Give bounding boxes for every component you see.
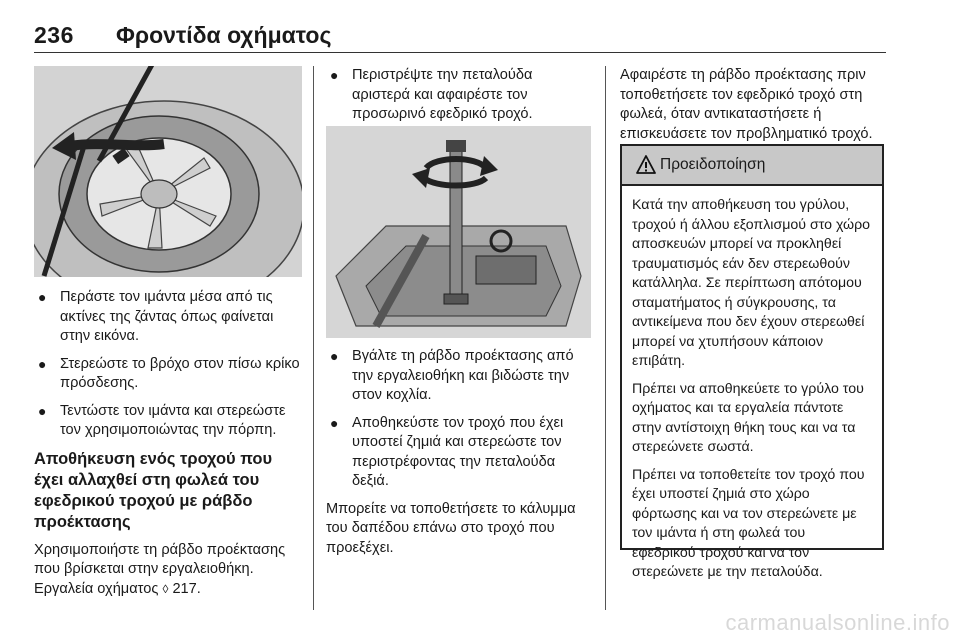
section-heading: Αποθήκευση ενός τροχού που έχει αλλαχθεί στη φωλεά του εφεδρικού τροχού με ράβδο προέκτασης xyxy=(34,449,273,531)
warning-title: Προειδοποίηση xyxy=(660,156,766,173)
list-item: ● Στερεώστε το βρόχο στον πίσω κρίκο πρόσδεσης. xyxy=(38,355,300,391)
column-divider-1 xyxy=(313,66,314,610)
page-number: 236 xyxy=(34,22,74,48)
page-header xyxy=(34,14,886,54)
extension-rod-illustration xyxy=(326,126,591,338)
list-item: ● Αποθηκεύστε τον τροχό που έχει υποστεί ζημιά και στερεώστε τον περιστρέφοντας την πεταλούδα δεξιά. xyxy=(330,414,564,489)
list-item: ● Βγάλτε τη ράβδο προέκτασης από την εργαλειοθήκη και βιδώστε την στον κοχλία. xyxy=(330,348,574,403)
rotate-steps-list xyxy=(326,66,591,125)
list-item: ● Περάστε τον ιμάντα μέσα από τις ακτίνες της ζάντας όπως φαίνεται στην εικόνα. xyxy=(38,289,274,344)
paragraph: Αφαιρέστε τη ράβδο προέκτασης πριν τοποθετήσετε τον εφεδρικό τροχό στη φωλεά, όταν αντικαταστήσετε ή επισκευάσετε τον προβληματικό τροχό. xyxy=(620,67,873,142)
warning-paragraph: Πρέπει να τοποθετείτε τον τροχό που έχει υποστεί ζημιά στο χώρο φόρτωσης και να τον στερεώνετε με τον ιμάντα ή στη φωλεά του εφεδρικού τροχού και να τον στερεώνετε με την πεταλούδα. xyxy=(632,466,865,580)
warning-header xyxy=(622,146,882,186)
warning-triangle-icon xyxy=(636,155,656,175)
list-item: ● Περιστρέψτε την πεταλούδα αριστερά και αφαιρέστε τον προσωρινό εφεδρικό τροχό. xyxy=(330,67,533,122)
paragraph: Μπορείτε να τοποθετήσετε το κάλυμμα του δαπέδου επάνω στο τροχό που προεξέχει. xyxy=(326,500,576,556)
warning-box xyxy=(620,144,884,580)
column-3 xyxy=(620,66,886,152)
paragraph: Χρησιμοποιήστε τη ράβδο προέκτασης που βρίσκεται στην εργαλειοθήκη. Εργαλεία οχήματος ◊ 217. xyxy=(34,541,286,597)
warning-body xyxy=(622,186,882,583)
list-item: ● Τεντώστε τον ιμάντα και στερεώστε τον χρησιμοποιώντας την πόρπη. xyxy=(38,402,286,438)
warning-paragraph: Κατά την αποθήκευση του γρύλου, τροχού ή άλλου εξοπλισμού στο χώρο αποσκευών μπορεί να προκληθεί τραυματισμός εάν δεν στερεωθούν κατάλληλα. Σε περίπτωση απότομου σταματήματος ή σύγκρουσης, τα αντικείμενα που δεν έχουν στερεωθεί μπορεί να χτυπήσουν κάποιον επιβάτη. xyxy=(632,197,871,369)
page-reference[interactable]: 217. xyxy=(172,580,201,597)
column-divider-2 xyxy=(605,66,606,610)
watermark: carmanualsonline.info xyxy=(725,610,950,635)
column-2-bottom xyxy=(326,347,591,566)
header-rule xyxy=(34,52,886,53)
page-title: Φροντίδα οχήματος xyxy=(116,22,332,48)
column-1 xyxy=(34,288,302,607)
strap-steps-list xyxy=(34,288,302,441)
column-2-top xyxy=(326,66,591,133)
warning-paragraph: Πρέπει να αποθηκεύετε το γρύλο του οχήματος και τα εργαλεία πάντοτε στην αντίστοιχη θήκη τους και να τα στερεώνετε σωστά. xyxy=(632,380,864,455)
storage-steps-list xyxy=(326,347,591,492)
page-reference-icon: ◊ xyxy=(162,581,169,596)
spare-wheel-strap-illustration xyxy=(34,66,302,277)
